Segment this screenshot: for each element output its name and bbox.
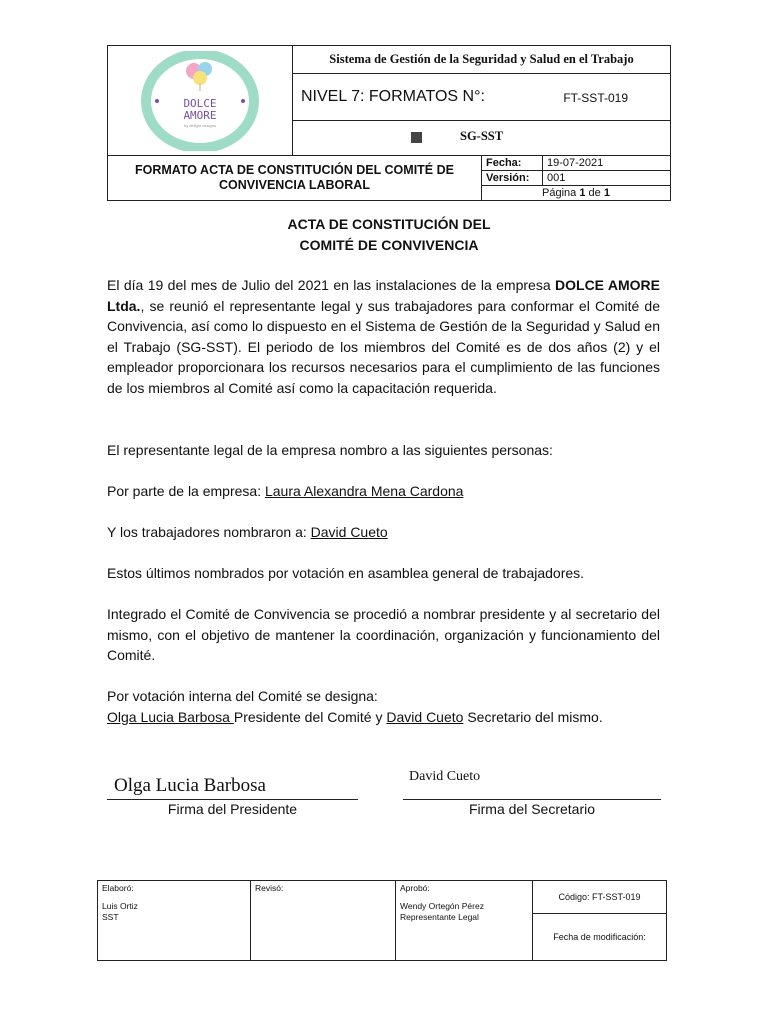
president-signature: Olga Lucia Barbosa	[114, 775, 266, 796]
dolce-amore-logo	[141, 51, 259, 151]
paragraph-intro: El día 19 del mes de Julio del 2021 en las instalaciones de la empresa DOLCE AMORE Ltda., se reunió el representante legal y sus trabajadores para conformar el Comité de Convivencia, así como lo dispuesto en el Sistema de Gestión de la Seguridad y Salud en el Trabajo (SG-SST). El periodo de los miembros del Comité es de dos años (2) y el empleador proporcionara los recursos necesarios para el cumplimiento de las funciones de los miembros al Comité así como la capacitación requerida.	[107, 277, 660, 396]
aprobo-cell: Aprobó: Wendy Ortegón Pérez Representante Legal	[396, 881, 533, 961]
fecha-modificacion-cell: Fecha de modificación:	[533, 914, 667, 961]
format-code: FT-SST-019	[563, 90, 628, 105]
fecha-label: Fecha:	[482, 156, 543, 171]
sgsst-row	[293, 120, 671, 155]
president-signature-line	[107, 799, 358, 800]
level-label: NIVEL 7: FORMATOS N°:	[301, 87, 485, 105]
format-title: FORMATO ACTA DE CONSTITUCIÓN DEL COMITÉ DE CONVIVENCIA LABORAL	[108, 156, 482, 201]
document-title: ACTA DE CONSTITUCIÓN DEL COMITÉ DE CONVIVENCIA	[287, 216, 491, 253]
logo-name-line1: DOLCE	[183, 96, 217, 110]
secretary-caption: Firma del Secretario	[468, 801, 596, 817]
logo-tagline: by delight designs	[183, 122, 217, 128]
logo-name-line2: AMORE	[183, 108, 217, 122]
paragraph-company-rep: Por parte de la empresa: Laura Alexandra Mena Cardona	[107, 483, 464, 499]
paragraph-worker-rep: Y los trabajadores nombraron a: David Cueto	[107, 524, 388, 540]
company-rep-name: Laura Alexandra Mena Cardona	[264, 483, 464, 499]
elaboro-cell: Elaboró: Luis Ortiz SST	[98, 881, 251, 961]
meta-grid	[482, 156, 670, 200]
secretary-signature-line	[403, 799, 661, 800]
paragraph-integration: Integrado el Comité de Convivencia se procedió a nombrar presidente y al secretario del mismo, con el objetivo de mantener la coordinación, organización y funcionamiento del Comité.	[107, 606, 660, 663]
meta-cell	[482, 156, 671, 201]
page-indicator: Página 1 de 1	[542, 187, 610, 199]
president-caption: Firma del Presidente	[167, 801, 298, 817]
fecha-value: 19-07-2021	[543, 156, 671, 171]
company-name: DOLCE AMORE Ltda.	[107, 277, 660, 314]
codigo-cell: Código: FT-SST-019	[533, 881, 667, 914]
version-label: Versión:	[482, 171, 543, 186]
worker-rep-name: David Cueto	[310, 524, 388, 540]
paragraph-vote: Estos últimos nombrados por votación en asamblea general de trabajadores.	[107, 565, 585, 581]
paragraph-appointees: El representante legal de la empresa nombro a las siguientes personas:	[107, 442, 553, 458]
president-name: Olga Lucia Barbosa	[107, 708, 234, 725]
version-value: 001	[543, 171, 671, 186]
square-icon	[411, 132, 422, 143]
level-row	[293, 74, 671, 120]
paragraph-designation: Por votación interna del Comité se designa: Olga Lucia Barbosa Presidente del Comité y David Cueto Secretario del mismo.	[107, 688, 603, 725]
document-header	[107, 45, 671, 201]
secretary-signature: David Cueto	[409, 769, 481, 784]
secretary-name: David Cueto	[386, 708, 464, 725]
reviso-cell: Revisó:	[251, 881, 396, 961]
system-title: Sistema de Gestión de la Seguridad y Salud en el Trabajo	[293, 46, 671, 74]
logo-cell	[108, 46, 293, 156]
approval-footer	[97, 880, 667, 961]
sgsst-label: SG-SST	[460, 128, 504, 143]
